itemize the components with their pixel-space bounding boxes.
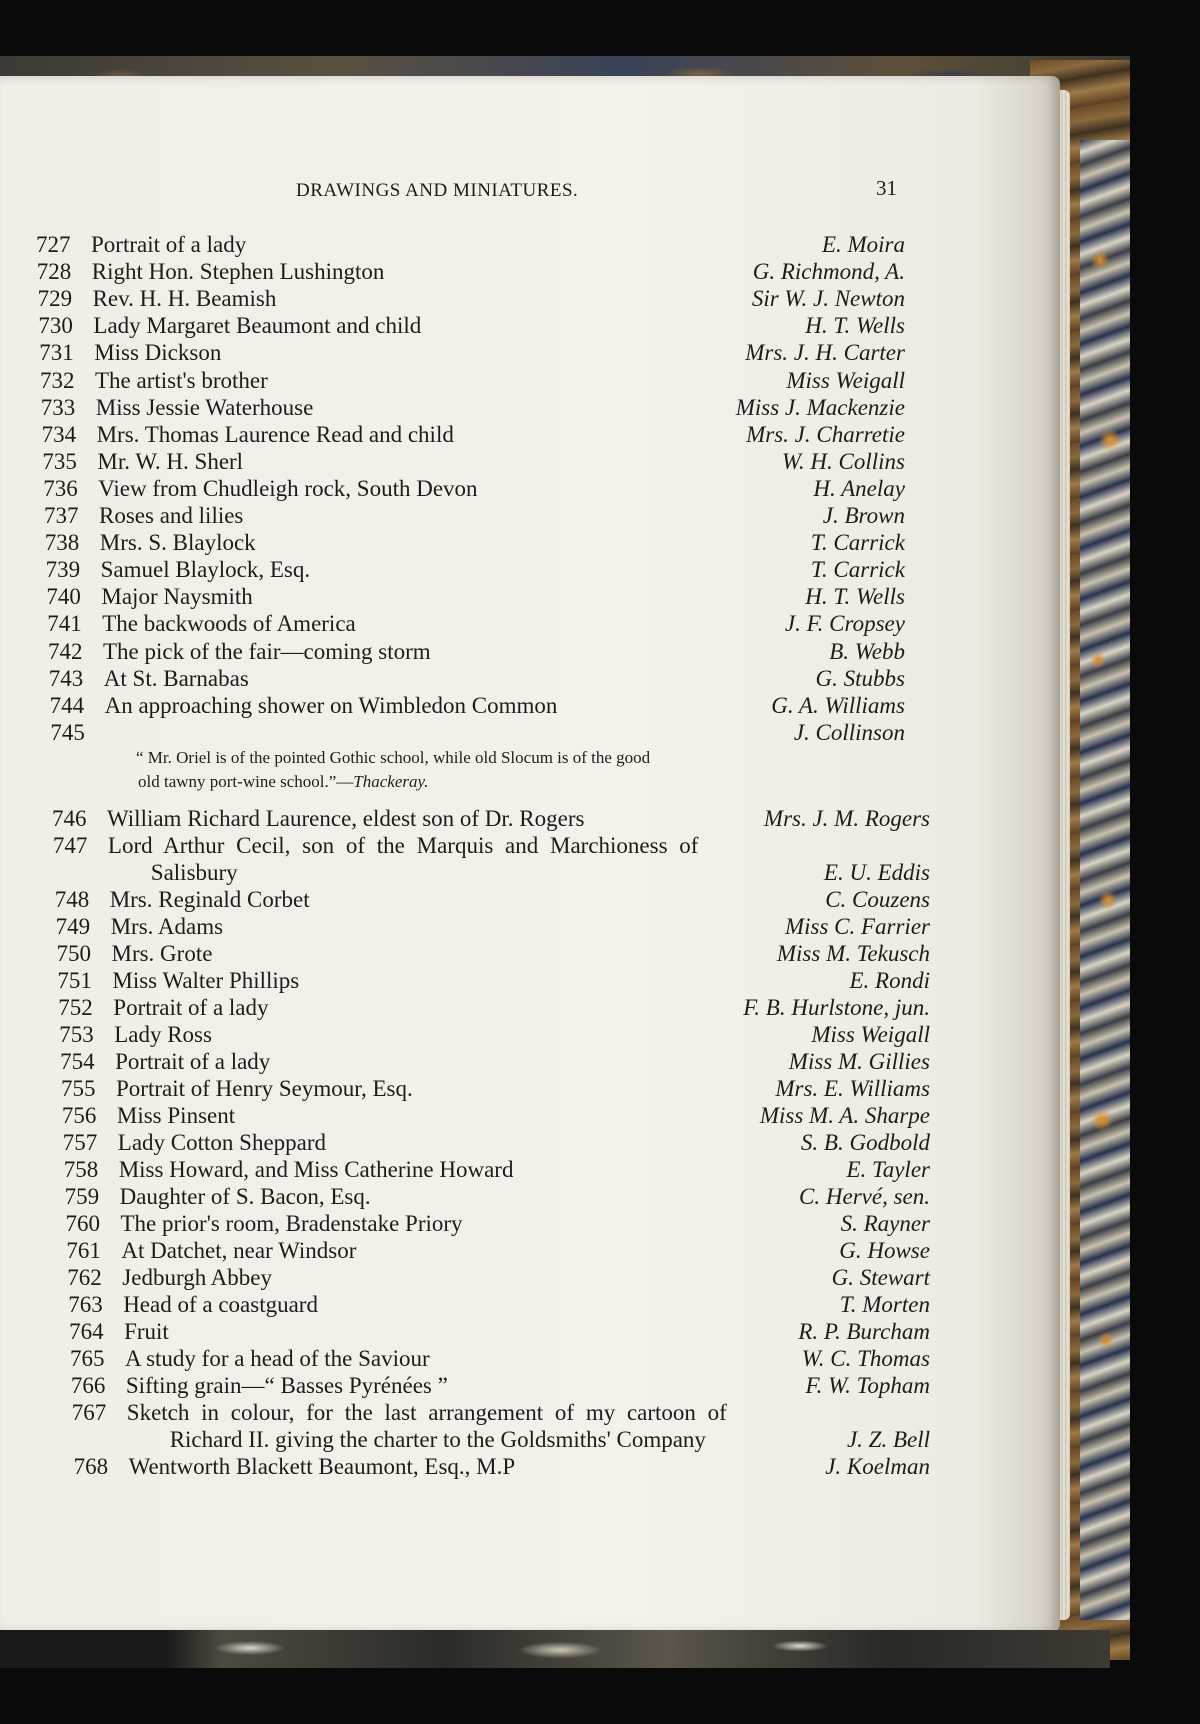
entry-number: 729 bbox=[37, 286, 73, 312]
catalogue-entry bbox=[56, 914, 930, 941]
catalogue-entry bbox=[41, 395, 905, 422]
entry-artist: S. B. Godbold bbox=[800, 1130, 930, 1155]
entry-number: 743 bbox=[48, 665, 84, 691]
entry-title: Lady Ross bbox=[114, 1022, 212, 1047]
entry-number: 753 bbox=[59, 1022, 94, 1047]
catalogue-entry bbox=[64, 1157, 930, 1184]
catalogue-entry bbox=[71, 1373, 930, 1400]
entry-title: Right Hon. Stephen Lushington bbox=[91, 259, 385, 285]
entry-title: View from Chudleigh rock, South Devon bbox=[98, 475, 478, 501]
catalogue-entry bbox=[68, 1292, 930, 1319]
entry-artist: S. Rayner bbox=[840, 1211, 930, 1236]
entry-artist: R. P. Burcham bbox=[798, 1319, 930, 1344]
page-number: 31 bbox=[876, 176, 897, 200]
catalogue-entry bbox=[42, 449, 905, 476]
entry-title: At St. Barnabas bbox=[103, 665, 249, 691]
entry-title: The pick of the fair—coming storm bbox=[103, 638, 431, 664]
entry-number: 747 bbox=[52, 833, 88, 858]
catalogue-entry bbox=[60, 1049, 930, 1076]
entry-title: Roses and lilies bbox=[99, 503, 244, 528]
entry-number: 727 bbox=[36, 232, 71, 257]
entry-artist: Sir W. J. Newton bbox=[751, 286, 905, 312]
entry-title: Mr. W. H. Sherl bbox=[97, 448, 244, 474]
entry-title: Miss Howard, and Miss Catherine Howard bbox=[118, 1157, 514, 1182]
catalogue-entry bbox=[67, 1265, 930, 1292]
entry-number: 762 bbox=[67, 1265, 102, 1290]
entry-title: Lord Arthur Cecil, son of the Marquis and Marchioness of bbox=[107, 833, 699, 858]
entry-number: 740 bbox=[46, 584, 81, 610]
entry-title: William Richard Laurence, eldest son of Dr. Rogers bbox=[107, 806, 585, 831]
entry-number: 736 bbox=[43, 475, 78, 501]
catalogue-entry bbox=[40, 368, 905, 395]
entry-artist: T. Carrick bbox=[810, 530, 905, 556]
entry-artist: Miss Weigall bbox=[811, 1022, 930, 1047]
catalogue-entry bbox=[50, 693, 905, 720]
entry-number: 752 bbox=[58, 995, 93, 1020]
entry-number: 750 bbox=[56, 941, 91, 966]
catalogue-entry bbox=[36, 232, 905, 259]
entry-title: Major Naysmith bbox=[101, 584, 253, 610]
entry-title: Wentworth Blackett Beaumont, Esq., M.P bbox=[128, 1454, 516, 1479]
entry-number: 749 bbox=[55, 914, 91, 939]
entry-artist: B. Webb bbox=[829, 638, 905, 664]
entry-artist: H. Anelay bbox=[813, 475, 905, 501]
entry-artist: H. T. Wells bbox=[805, 313, 905, 339]
entry-number: 735 bbox=[42, 448, 77, 474]
entry-number: 748 bbox=[54, 887, 90, 912]
catalogue-entry bbox=[54, 860, 930, 887]
catalogue-entry bbox=[72, 1400, 930, 1427]
entry-number: 754 bbox=[60, 1049, 95, 1074]
entry-artist: W. H. Collins bbox=[781, 448, 905, 474]
catalogue-entry bbox=[73, 1427, 930, 1454]
entry-artist: J. F. Cropsey bbox=[784, 611, 905, 637]
entry-number: 744 bbox=[49, 692, 85, 718]
entry-number: 739 bbox=[45, 557, 81, 583]
entry-artist: T. Morten bbox=[839, 1292, 930, 1317]
quote-line-1: “ Mr. Oriel is of the pointed Gothic school, while old Slocum is of the good bbox=[136, 748, 651, 767]
entry-artist: T. Carrick bbox=[810, 557, 905, 583]
catalogue-entry bbox=[42, 422, 905, 449]
catalogue-entry bbox=[70, 1346, 930, 1373]
entry-number: 746 bbox=[52, 806, 87, 831]
entry-title: Mrs. Thomas Laurence Read and child bbox=[96, 421, 454, 447]
entry-title: Lady Cotton Sheppard bbox=[117, 1130, 327, 1155]
entry-title: Portrait of a lady bbox=[91, 232, 247, 257]
entry-number: 764 bbox=[69, 1319, 104, 1344]
entry-artist: Miss Weigall bbox=[786, 367, 905, 393]
catalogue-entry bbox=[44, 503, 905, 530]
entry-title: Miss Jessie Waterhouse bbox=[95, 394, 314, 420]
entry-artist: J. Koelman bbox=[825, 1454, 930, 1479]
catalogue-entry bbox=[53, 833, 930, 860]
entry-title: At Datchet, near Windsor bbox=[121, 1238, 357, 1263]
entry-number: 741 bbox=[47, 611, 82, 637]
entry-title: Mrs. S. Blaylock bbox=[99, 530, 256, 556]
entry-number: 734 bbox=[41, 421, 77, 447]
entry-artist: Miss M. Tekusch bbox=[776, 941, 930, 966]
epigraph-quote bbox=[136, 746, 876, 794]
entry-number: 751 bbox=[57, 968, 92, 993]
entry-artist: J. Z. Bell bbox=[846, 1427, 930, 1452]
entry-number: 728 bbox=[36, 259, 72, 285]
catalogue-entry bbox=[57, 968, 930, 995]
entry-number: 738 bbox=[44, 530, 80, 556]
entry-artist: G. Stubbs bbox=[815, 665, 905, 691]
entry-artist: E. Tayler bbox=[846, 1157, 930, 1182]
entry-artist: C. Couzens bbox=[825, 887, 930, 912]
entry-number: 767 bbox=[71, 1400, 107, 1425]
catalogue-entry bbox=[49, 666, 905, 693]
entry-number: 763 bbox=[68, 1292, 103, 1317]
entry-number: 733 bbox=[40, 394, 76, 420]
entry-title: The backwoods of America bbox=[102, 611, 356, 637]
entry-artist: Miss J. Mackenzie bbox=[735, 394, 905, 420]
entry-artist: Mrs. J. Charretie bbox=[746, 421, 905, 447]
quote-line-2 bbox=[136, 770, 876, 794]
catalogue-entry bbox=[48, 639, 905, 666]
catalogue-entry bbox=[59, 1022, 930, 1049]
entry-artist: E. U. Eddis bbox=[823, 860, 930, 885]
quote-line-2-text: old tawny port-wine school.”— bbox=[138, 772, 354, 791]
entry-title: An approaching shower on Wimbledon Common bbox=[104, 692, 558, 718]
entry-number: 730 bbox=[38, 313, 73, 339]
catalogue-entry bbox=[46, 584, 905, 611]
entry-number: 766 bbox=[70, 1373, 106, 1398]
catalogue-entry bbox=[37, 259, 905, 286]
entry-artist: Mrs. J. H. Carter bbox=[745, 340, 905, 366]
entry-artist: J. Collinson bbox=[793, 719, 905, 745]
catalogue-entry bbox=[38, 313, 905, 340]
catalogue-entry bbox=[61, 1076, 930, 1103]
entry-title: Mrs. Reginald Corbet bbox=[109, 887, 310, 912]
entry-artist: Miss C. Farrier bbox=[784, 914, 930, 939]
entry-artist: Mrs. E. Williams bbox=[775, 1076, 930, 1101]
entry-title: The artist's brother bbox=[95, 367, 268, 393]
entry-title: Mrs. Grote bbox=[111, 941, 213, 966]
entry-artist: C. Hervé, sen. bbox=[799, 1184, 930, 1209]
entry-title: Miss Walter Phillips bbox=[112, 968, 300, 993]
entry-title: Rev. H. H. Beamish bbox=[92, 286, 277, 312]
entry-title: Portrait of a lady bbox=[113, 995, 269, 1020]
entry-title: The prior's room, Bradenstake Priory bbox=[120, 1211, 463, 1236]
entry-artist: G. Richmond, A. bbox=[752, 259, 905, 285]
catalogue-entry bbox=[50, 720, 905, 747]
entry-number: 732 bbox=[40, 367, 75, 393]
entry-artist: Mrs. J. M. Rogers bbox=[763, 806, 930, 831]
catalogue-entry bbox=[39, 340, 905, 367]
entry-title: Head of a coastguard bbox=[123, 1292, 318, 1317]
entry-number: 761 bbox=[66, 1238, 101, 1263]
entry-artist: E. Moira bbox=[821, 232, 905, 257]
entry-number: 737 bbox=[44, 503, 79, 528]
entry-title: Miss Dickson bbox=[94, 340, 222, 366]
catalogue-entry bbox=[66, 1238, 930, 1265]
catalogue-entry bbox=[65, 1184, 930, 1211]
entry-number: 765 bbox=[70, 1346, 105, 1371]
catalogue-entry bbox=[43, 476, 905, 503]
entry-artist: G. Howse bbox=[839, 1238, 930, 1263]
entry-number: 731 bbox=[39, 340, 74, 366]
entry-artist: F. W. Topham bbox=[805, 1373, 930, 1398]
entry-title: Miss Pinsent bbox=[116, 1103, 236, 1128]
catalogue-entry bbox=[63, 1130, 930, 1157]
quote-source: Thackeray. bbox=[353, 772, 429, 791]
entry-number: 757 bbox=[62, 1130, 98, 1155]
catalogue-entry bbox=[58, 995, 930, 1022]
entry-title: Lady Margaret Beaumont and child bbox=[93, 313, 422, 339]
entry-title: Mrs. Adams bbox=[110, 914, 224, 939]
entry-artist: F. B. Hurlstone, jun. bbox=[743, 995, 930, 1020]
entry-artist: Miss M. A. Sharpe bbox=[759, 1103, 930, 1128]
catalogue-entry bbox=[45, 530, 905, 557]
catalogue-entry bbox=[62, 1103, 930, 1130]
entry-title: Sifting grain—“ Basses Pyrénées ” bbox=[125, 1373, 448, 1398]
entry-title: Richard II. giving the charter to the Goldsmiths' Company bbox=[169, 1427, 706, 1452]
entry-number: 758 bbox=[63, 1157, 99, 1182]
entry-artist: J. Brown bbox=[822, 503, 905, 528]
entry-title: Salisbury bbox=[150, 860, 238, 885]
entry-artist: Miss M. Gillies bbox=[788, 1049, 930, 1074]
entry-artist: W. C. Thomas bbox=[801, 1346, 930, 1371]
entry-title: Sketch in colour, for the last arrangement of my cartoon of bbox=[126, 1400, 727, 1425]
entry-title: Portrait of Henry Seymour, Esq. bbox=[116, 1076, 413, 1101]
entry-title: A study for a head of the Saviour bbox=[125, 1346, 430, 1371]
entry-number: 755 bbox=[61, 1076, 96, 1101]
entry-artist: G. Stewart bbox=[831, 1265, 930, 1290]
marbled-cover-bottom bbox=[0, 1630, 1110, 1668]
entry-title: Daughter of S. Bacon, Esq. bbox=[119, 1184, 371, 1209]
entry-title: Fruit bbox=[124, 1319, 169, 1344]
catalogue-entry bbox=[52, 806, 930, 833]
catalogue-entry bbox=[69, 1319, 930, 1346]
entry-number: 759 bbox=[64, 1184, 100, 1209]
catalogue-entry bbox=[66, 1211, 931, 1238]
entry-title: Portrait of a lady bbox=[115, 1049, 271, 1074]
entry-title: Samuel Blaylock, Esq. bbox=[100, 557, 311, 583]
running-head: DRAWINGS AND MINIATURES. bbox=[296, 180, 579, 201]
entry-number: 745 bbox=[50, 719, 85, 745]
catalogue-entry bbox=[57, 941, 931, 968]
entry-artist: H. T. Wells bbox=[805, 584, 905, 610]
entry-artist: G. A. Williams bbox=[771, 692, 905, 718]
entry-artist: E. Rondi bbox=[849, 968, 930, 993]
catalogue-entry bbox=[46, 557, 905, 584]
catalogue-entry bbox=[38, 286, 905, 313]
marbled-endpaper-right bbox=[1080, 140, 1130, 1620]
entry-title: Jedburgh Abbey bbox=[122, 1265, 272, 1290]
catalogue-entry bbox=[47, 611, 905, 638]
catalogue-entry bbox=[55, 887, 930, 914]
entry-number: 756 bbox=[61, 1103, 97, 1128]
entry-number: 742 bbox=[48, 638, 83, 664]
catalogue-entry bbox=[74, 1454, 930, 1481]
entry-number: 768 bbox=[73, 1454, 109, 1479]
entry-number: 760 bbox=[65, 1211, 100, 1236]
